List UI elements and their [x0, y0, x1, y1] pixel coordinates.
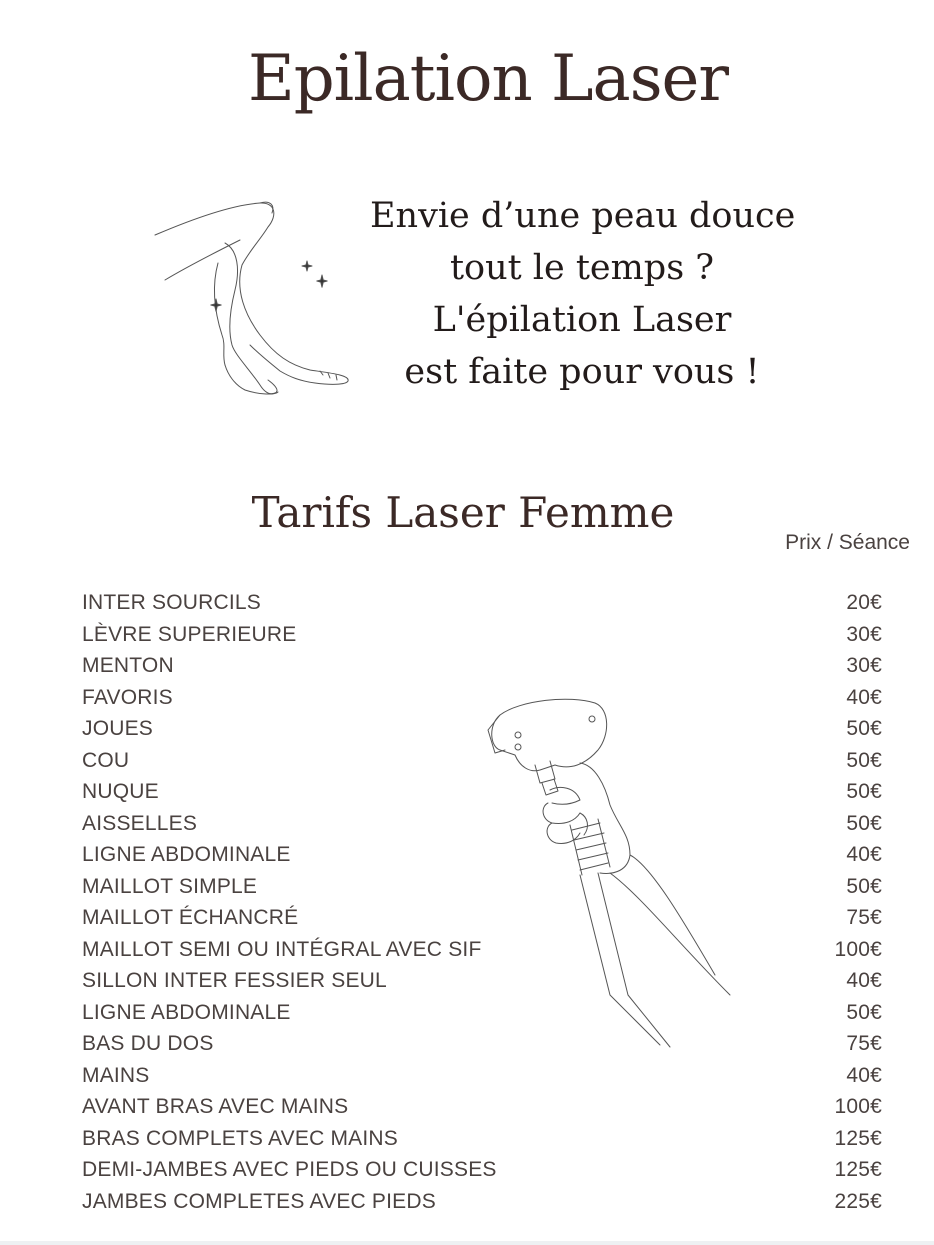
- bottom-divider: [0, 1241, 934, 1245]
- price-row: [82, 1060, 882, 1092]
- price-row: [82, 871, 882, 903]
- zone-price: 50€: [846, 748, 882, 772]
- price-row: [82, 1154, 882, 1186]
- zone-label: AISSELLES: [82, 811, 198, 835]
- tagline: [370, 190, 794, 398]
- price-row: [82, 902, 882, 934]
- zone-price: 50€: [846, 874, 882, 898]
- page-title: Epilation Laser: [247, 42, 729, 116]
- price-row: [82, 1186, 882, 1218]
- tagline-line-3: L'épilation Laser: [432, 300, 732, 340]
- tagline-line-4: est faite pour vous !: [404, 352, 760, 392]
- zone-price: 40€: [846, 685, 882, 709]
- price-row: [82, 619, 882, 651]
- zone-price: 30€: [846, 622, 882, 646]
- zone-label: LÈVRE SUPERIEURE: [82, 622, 297, 646]
- price-row: [82, 587, 882, 619]
- zone-price: 75€: [846, 906, 882, 929]
- price-row: [82, 934, 882, 966]
- zone-label: NUQUE: [82, 780, 159, 803]
- zone-price: 100€: [834, 1095, 882, 1118]
- zone-price: 125€: [834, 1158, 882, 1181]
- zone-price: 30€: [846, 654, 882, 677]
- zone-label: LIGNE ABDOMINALE: [82, 1000, 291, 1024]
- zone-price: 225€: [834, 1189, 882, 1213]
- price-row: [82, 745, 882, 777]
- zone-label: FAVORIS: [82, 685, 173, 709]
- price-column-header: Prix / Séance: [785, 531, 910, 554]
- zone-label: LIGNE ABDOMINALE: [82, 843, 291, 866]
- price-row: [82, 997, 882, 1029]
- zone-price: 40€: [846, 843, 882, 866]
- tagline-line-1: Envie d’une peau douce: [370, 196, 796, 236]
- zone-label: AVANT BRAS AVEC MAINS: [82, 1095, 349, 1118]
- zone-price: 50€: [846, 717, 882, 740]
- price-row: [82, 650, 882, 682]
- price-row: [82, 776, 882, 808]
- zone-label: MAINS: [82, 1063, 150, 1087]
- price-row: [82, 808, 882, 840]
- zone-label: BRAS COMPLETS AVEC MAINS: [82, 1126, 398, 1150]
- zone-price: 50€: [846, 780, 882, 803]
- zone-price: 20€: [846, 591, 882, 614]
- price-row: [82, 1091, 882, 1123]
- price-row: [82, 1028, 882, 1060]
- zone-label: JAMBES COMPLETES AVEC PIEDS: [82, 1189, 436, 1213]
- zone-label: DEMI-JAMBES AVEC PIEDS OU CUISSES: [82, 1158, 497, 1181]
- price-row: [82, 682, 882, 714]
- zone-label: MAILLOT SEMI OU INTÉGRAL AVEC SIF: [82, 937, 482, 961]
- price-row: [82, 839, 882, 871]
- zone-label: BAS DU DOS: [82, 1032, 214, 1055]
- section-title: Tarifs Laser Femme: [251, 488, 675, 537]
- zone-label: COU: [82, 748, 130, 772]
- price-row: [82, 965, 882, 997]
- zone-price: 50€: [846, 811, 882, 835]
- price-row: [82, 1123, 882, 1155]
- zone-price: 50€: [846, 1000, 882, 1024]
- zone-label: SILLON INTER FESSIER SEUL: [82, 969, 387, 992]
- zone-price: 40€: [846, 969, 882, 992]
- zone-price: 40€: [846, 1063, 882, 1087]
- zone-price: 125€: [834, 1126, 882, 1150]
- zone-price: 100€: [834, 937, 882, 961]
- legs-illustration-icon: [150, 195, 360, 400]
- zone-label: MAILLOT SIMPLE: [82, 874, 258, 898]
- tagline-line-2: tout le temps ?: [449, 248, 715, 288]
- zone-label: JOUES: [82, 717, 154, 740]
- price-row: [82, 713, 882, 745]
- price-list: [82, 587, 882, 1217]
- zone-price: 75€: [846, 1032, 882, 1055]
- zone-label: INTER SOURCILS: [82, 591, 261, 614]
- zone-label: MENTON: [82, 654, 174, 677]
- zone-label: MAILLOT ÉCHANCRÉ: [82, 906, 299, 929]
